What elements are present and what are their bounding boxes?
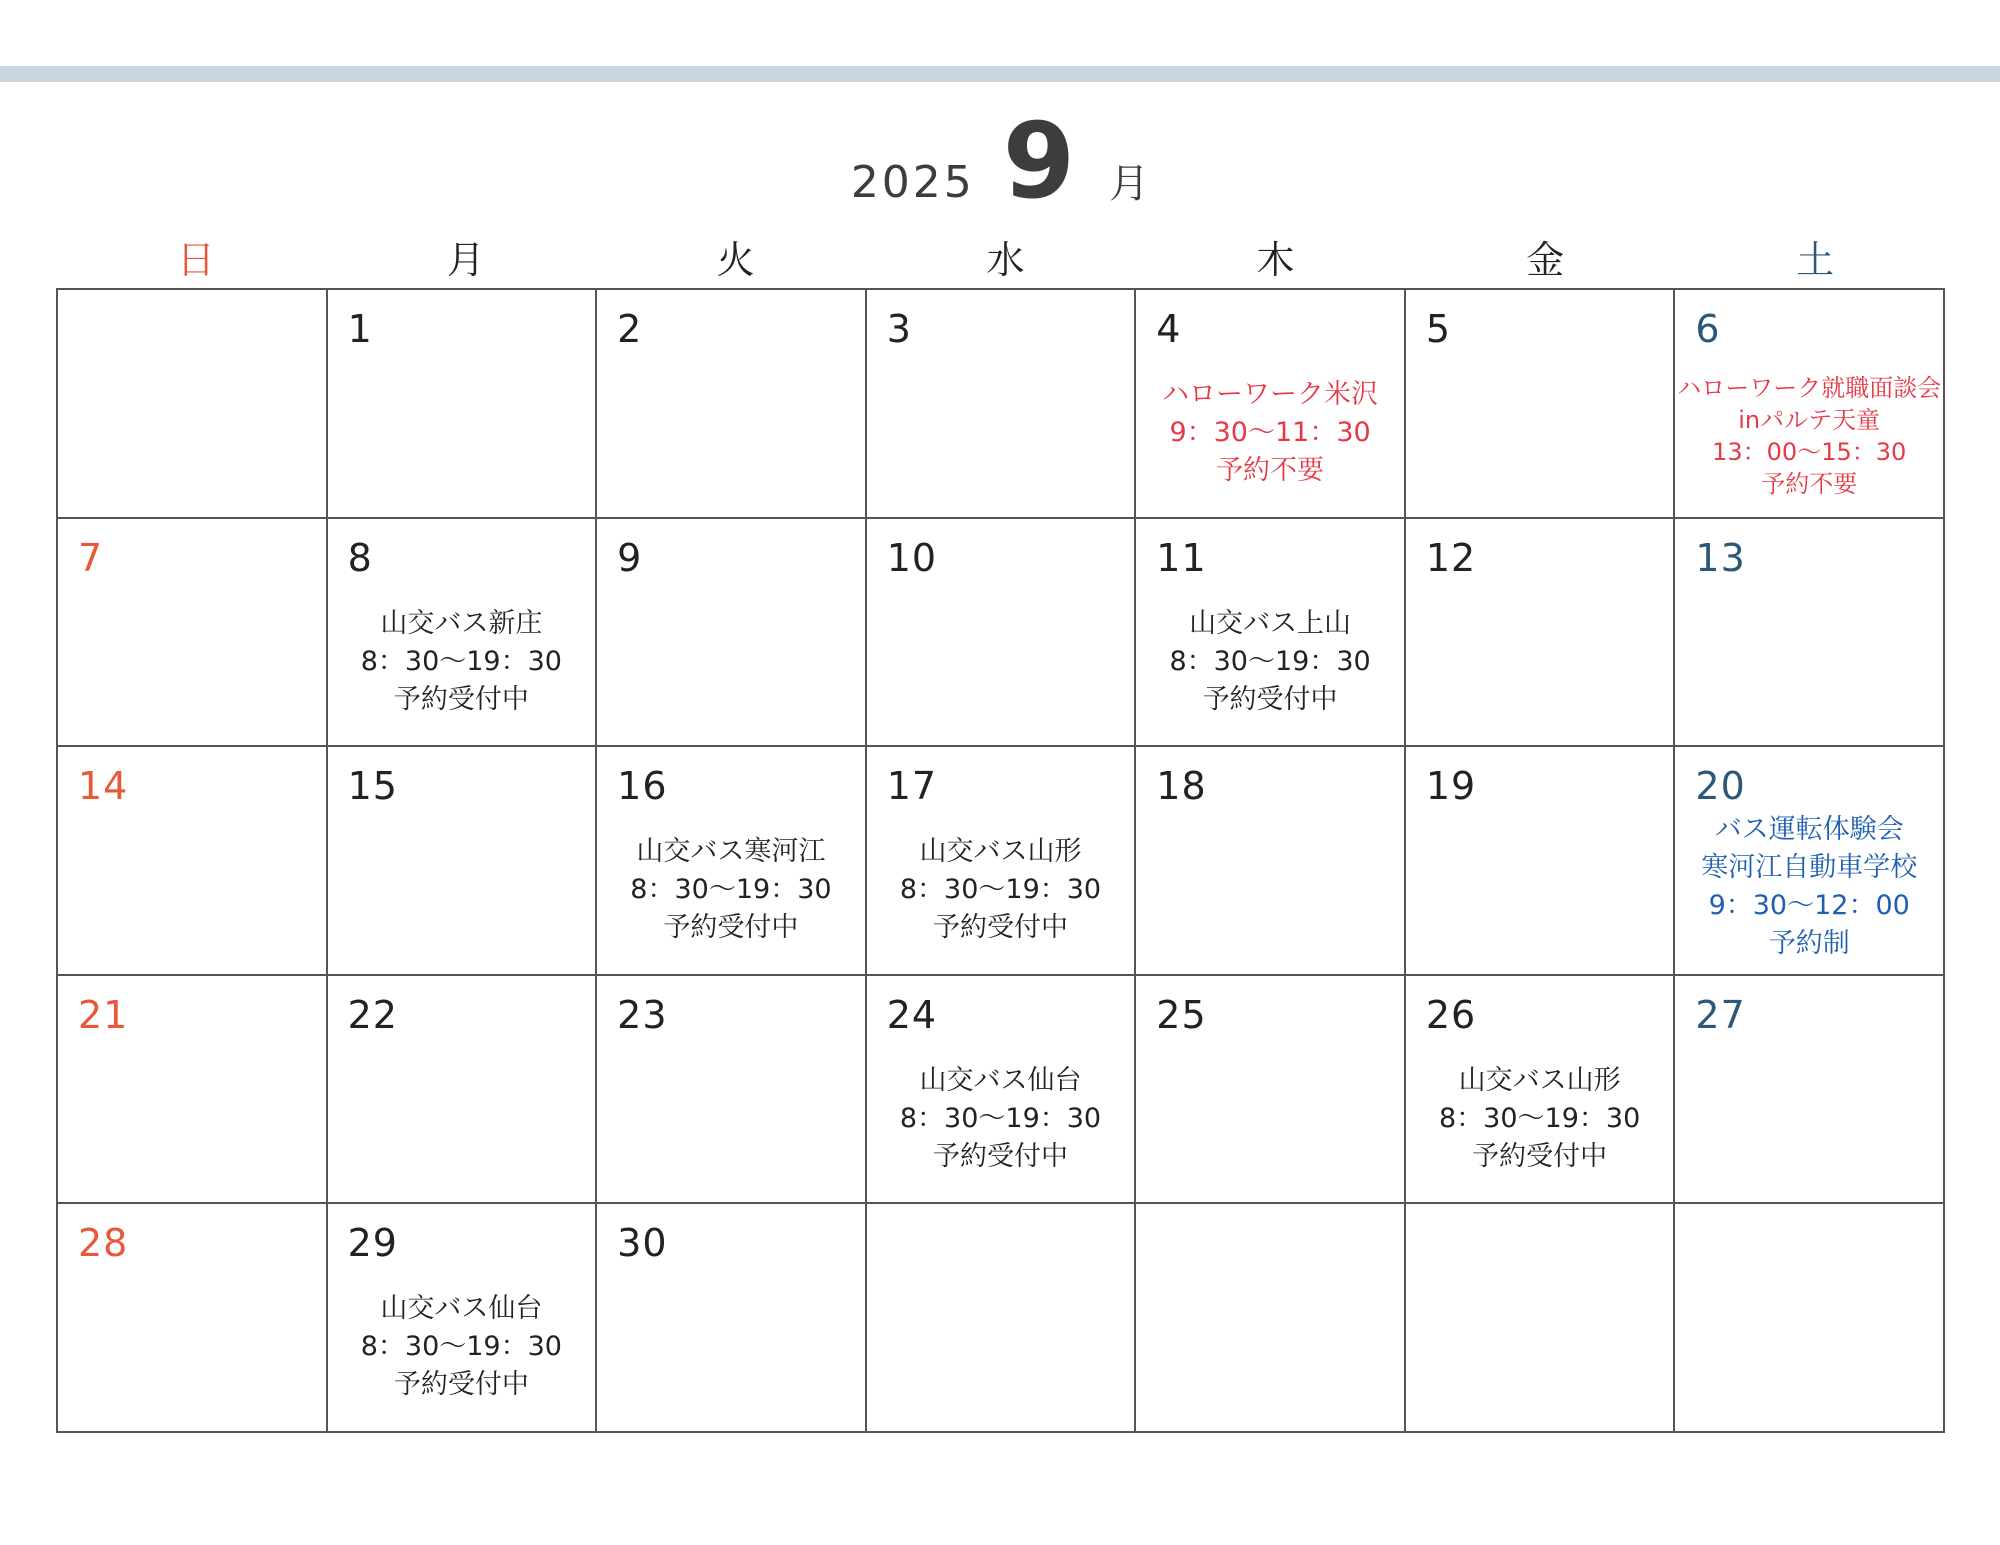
month-number: 9 [1002, 100, 1076, 222]
day-cell[interactable] [1675, 519, 1945, 748]
day-cell[interactable] [1406, 519, 1676, 748]
day-cell[interactable] [58, 1204, 328, 1433]
day-number: 25 [1156, 992, 1207, 1037]
event-line: ハローワーク就職面談会 [1677, 374, 1942, 402]
day-cell[interactable] [328, 290, 598, 519]
event-line: 寒河江自動車学校 [1701, 852, 1918, 884]
day-number: 26 [1425, 992, 1477, 1037]
weekday-thu: 木 [1256, 238, 1295, 282]
day-number: 13 [1695, 535, 1746, 580]
event-line: 予約受付中 [1472, 1140, 1608, 1172]
day-number: 28 [78, 1221, 129, 1266]
event-line: 山交バス仙台 [919, 1064, 1082, 1096]
weekday-mon: 月 [446, 238, 485, 282]
event-line: 予約受付中 [393, 1369, 529, 1401]
event-info [328, 605, 596, 719]
day-number: 12 [1425, 535, 1477, 580]
year-label: 2025 [850, 157, 975, 208]
event-info [1136, 605, 1404, 719]
day-number: 8 [347, 535, 373, 580]
day-cell[interactable] [867, 747, 1137, 976]
day-number: 1 [347, 307, 373, 351]
day-cell[interactable] [597, 747, 867, 976]
day-cell[interactable] [328, 519, 598, 748]
day-cell[interactable] [328, 1204, 598, 1433]
weekday-wed: 水 [986, 238, 1025, 282]
event-info [1675, 372, 1943, 500]
day-number: 3 [886, 307, 912, 351]
event-line: 予約受付中 [663, 912, 799, 944]
top-stripe [0, 66, 2000, 82]
day-cell[interactable] [867, 290, 1137, 519]
day-cell[interactable] [1136, 519, 1406, 748]
event-info [867, 833, 1135, 947]
event-line: 8：30〜19：30 [899, 874, 1102, 906]
event-line: 予約受付中 [932, 912, 1068, 944]
event-line: 8：30〜19：30 [1439, 1102, 1641, 1134]
day-number: 7 [78, 535, 104, 580]
event-info [1406, 1062, 1674, 1176]
event-line: 8：30〜19：30 [630, 874, 832, 906]
event-info [597, 833, 865, 947]
day-number: 27 [1695, 992, 1746, 1037]
day-number: 15 [347, 764, 398, 809]
day-cell[interactable] [1406, 747, 1676, 976]
event-line: ハローワーク米沢 [1162, 379, 1379, 410]
event-line: 予約受付中 [932, 1140, 1068, 1172]
day-number: 20 [1695, 764, 1746, 809]
day-number: 19 [1425, 764, 1477, 809]
event-line: 山交バス山形 [919, 836, 1082, 868]
day-cell[interactable] [597, 976, 867, 1205]
day-cell[interactable] [1675, 290, 1945, 519]
event-info [1675, 811, 1943, 963]
event-line: 8：30〜19：30 [899, 1102, 1102, 1134]
day-cell[interactable] [1675, 1204, 1945, 1433]
weekday-header-row [56, 232, 1945, 288]
day-cell[interactable] [58, 747, 328, 976]
event-line: 8：30〜19：30 [360, 645, 562, 677]
day-number: 16 [617, 764, 668, 809]
event-info [867, 1062, 1135, 1176]
weekday-fri: 金 [1526, 238, 1565, 282]
event-line: 山交バス山形 [1458, 1064, 1621, 1096]
event-line: 山交バス上山 [1189, 607, 1352, 639]
day-cell[interactable] [328, 976, 598, 1205]
day-cell[interactable] [58, 519, 328, 748]
day-number: 22 [347, 992, 398, 1037]
event-line: 山交バス新庄 [380, 607, 543, 639]
event-line: 予約受付中 [1202, 683, 1338, 715]
day-cell[interactable] [1406, 1204, 1676, 1433]
day-cell[interactable] [58, 976, 328, 1205]
day-number: 5 [1425, 307, 1452, 351]
event-line: 9：30〜12：00 [1708, 890, 1910, 922]
day-number: 14 [78, 764, 129, 809]
day-cell[interactable] [1675, 976, 1945, 1205]
event-line: 9：30〜11：30 [1169, 417, 1371, 448]
day-cell[interactable] [328, 747, 598, 976]
event-line: 8：30〜19：30 [360, 1331, 562, 1363]
day-number: 21 [78, 992, 129, 1037]
day-cell[interactable] [867, 519, 1137, 748]
day-cell[interactable] [867, 1204, 1137, 1433]
day-number: 18 [1156, 764, 1207, 809]
weekday-sat: 土 [1796, 238, 1835, 282]
day-number: 6 [1695, 307, 1721, 351]
day-number: 10 [886, 535, 938, 580]
day-cell[interactable] [1136, 747, 1406, 976]
event-line: 予約不要 [1761, 470, 1858, 498]
day-cell[interactable] [597, 290, 867, 519]
day-number: 23 [617, 992, 668, 1037]
event-info [1136, 376, 1404, 490]
day-number: 2 [617, 307, 643, 351]
event-line: 予約不要 [1216, 455, 1325, 486]
event-line: 山交バス仙台 [380, 1293, 543, 1325]
event-line: 予約制 [1768, 928, 1850, 960]
event-line: 山交バス寒河江 [636, 836, 826, 868]
day-cell[interactable] [1136, 1204, 1406, 1433]
day-cell[interactable] [1406, 976, 1676, 1205]
event-line: バス運転体験会 [1714, 814, 1904, 846]
event-line: 13：00〜15：30 [1712, 438, 1907, 466]
day-number: 9 [617, 535, 643, 580]
day-number: 30 [617, 1221, 668, 1266]
day-cell[interactable] [1136, 290, 1406, 519]
day-cell[interactable] [867, 976, 1137, 1205]
calendar-grid [56, 288, 1945, 1433]
event-line: inパルテ天童 [1738, 406, 1881, 434]
day-number: 4 [1156, 307, 1182, 351]
day-cell[interactable] [1136, 976, 1406, 1205]
day-number: 17 [886, 764, 938, 809]
day-cell[interactable] [1406, 290, 1676, 519]
event-info [328, 1290, 596, 1404]
weekday-sun: 日 [176, 238, 215, 282]
day-number: 24 [886, 992, 938, 1037]
event-line: 予約受付中 [393, 683, 529, 715]
day-cell[interactable] [58, 290, 328, 519]
calendar-title [0, 100, 2000, 222]
day-cell[interactable] [597, 1204, 867, 1433]
month-unit-label: 月 [1109, 161, 1150, 207]
day-cell[interactable] [1675, 747, 1945, 976]
day-cell[interactable] [597, 519, 867, 748]
day-number: 29 [347, 1221, 398, 1266]
event-line: 8：30〜19：30 [1169, 645, 1371, 677]
day-number: 11 [1156, 535, 1207, 580]
weekday-tue: 火 [716, 238, 755, 282]
